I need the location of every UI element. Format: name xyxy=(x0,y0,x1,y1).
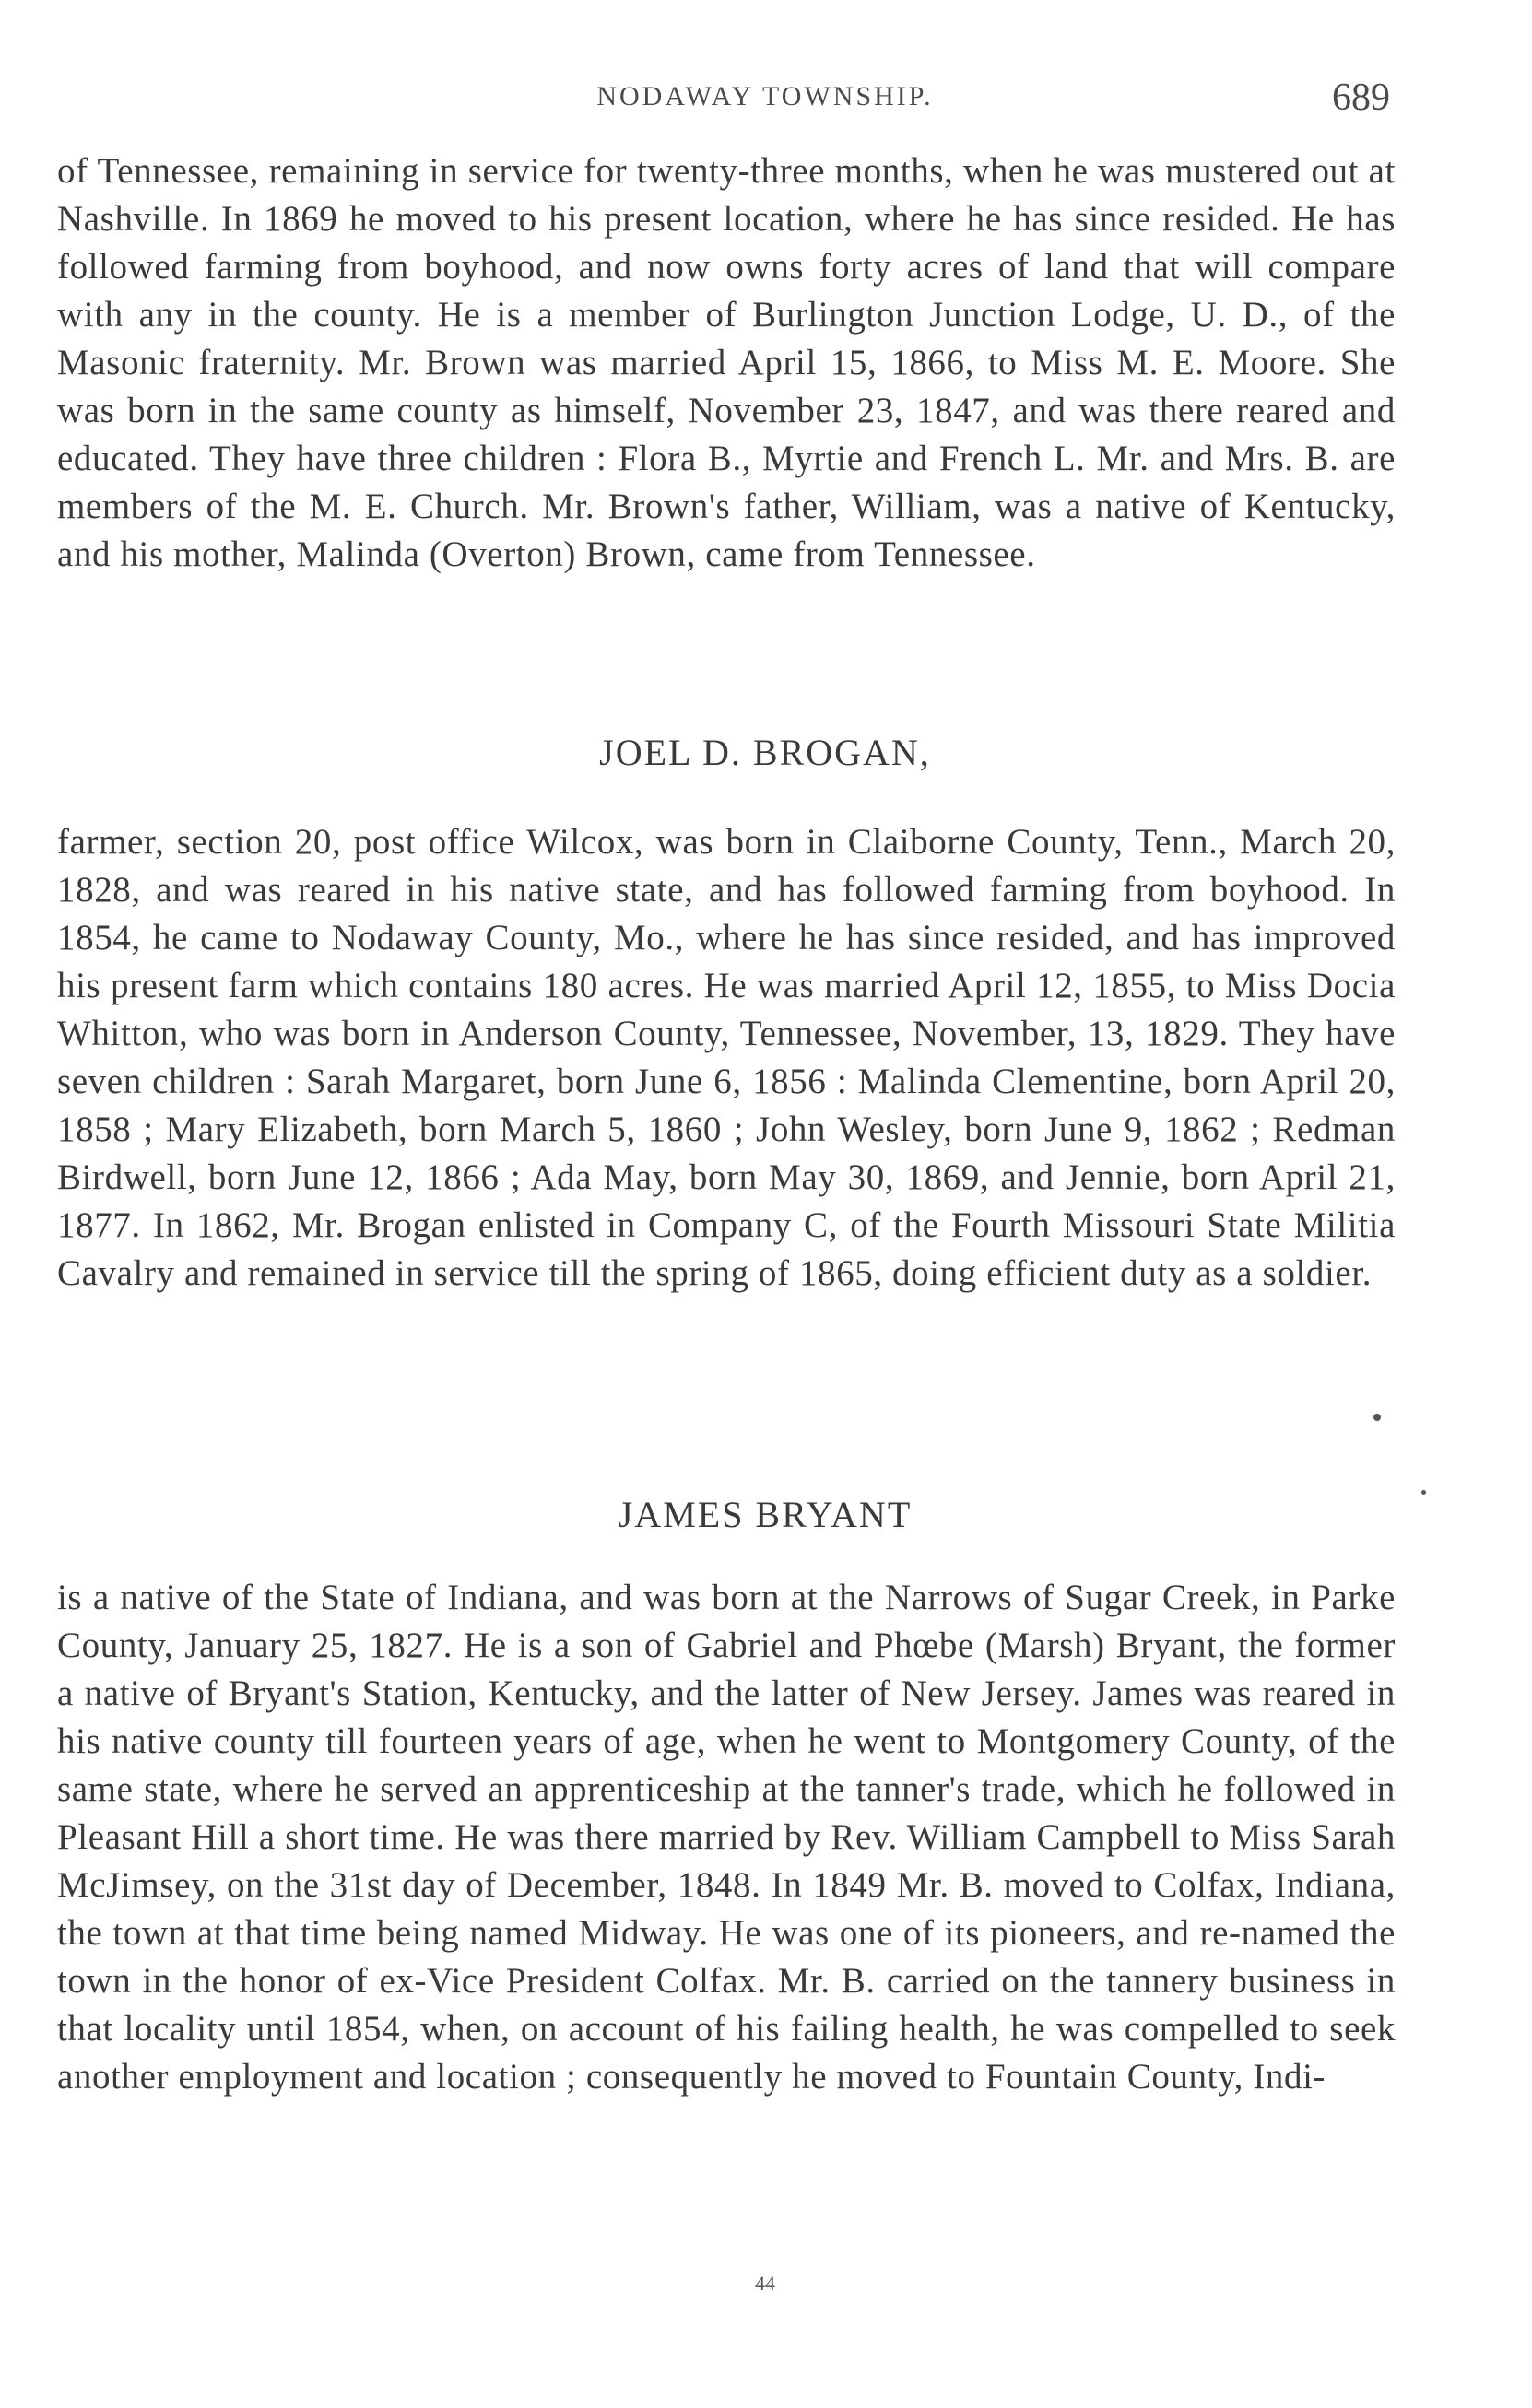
paragraph-joel-d-brogan xyxy=(57,818,1396,1298)
heading-joel-d-brogan: JOEL D. BROGAN, xyxy=(599,732,931,773)
page-number: 689 xyxy=(1332,76,1390,119)
paragraph-brown-continued xyxy=(57,147,1396,579)
running-title: NODAWAY TOWNSHIP. xyxy=(596,81,934,112)
print-speck xyxy=(1373,1414,1381,1421)
heading-james-bryant: JAMES BRYANT xyxy=(618,1494,913,1535)
running-head xyxy=(92,76,1438,122)
paragraph-text: of Tennessee, remaining in service for twenty-three months, when he was mustered out at Nashville. In 1869 he moved to his present location, where he has since resided. He has followed farming from boyhood, and now owns forty acres of land that will compare with any in the county. He is a member of Burlington Junction Lodge, U. D., of the Masonic fraternity. Mr. Brown was married April 15, 1866, to Miss M. E. Moore. She was born in the same county as himself, November 23, 1847, and was there reared and educated. They have three children : Flora B., Myrtie and French L. Mr. and Mrs. B. are members of the M. E. Church. Mr. Brown's father, William, was a native of Kentucky, and his mother, Malinda (Overton) Brown, came from Tennessee. xyxy=(57,151,1396,574)
paragraph-james-bryant xyxy=(57,1574,1396,2101)
paragraph-text: farmer, section 20, post office Wilcox, was born in Claiborne County, Tenn., March 20, 1828, and was reared in his native state, and has followed farming from boyhood. In 1854, he came to Nodaway County, Mo., where he has since resided, and has improved his present farm which contains 180 acres. He was married April 12, 1855, to Miss Docia Whitton, who was born in Anderson County, Tennessee, November, 13, 1829. They have seven children : Sarah Margaret, born June 6, 1856 : Malinda Clementine, born April 20, 1858 ; Mary Elizabeth, born March 5, 1860 ; John Wesley, born June 9, 1862 ; Redman Birdwell, born June 12, 1866 ; Ada May, born May 30, 1869, and Jennie, born April 21, 1877. In 1862, Mr. Brogan enlisted in Company C, of the Fourth Missouri State Militia Cavalry and remained in service till the spring of 1865, doing efficient duty as a soldier. xyxy=(57,822,1396,1293)
signature-mark: 44 xyxy=(755,2272,775,2295)
paragraph-text: is a native of the State of Indiana, and was born at the Narrows of Sugar Creek, in Parke County, January 25, 1827. He is a son of Gabriel and Phœbe (Marsh) Bryant, the former a native of Bryant's Station, Kentucky, and the latter of New Jersey. James was reared in his native county till fourteen years of age, when he went to Montgomery County, of the same state, where he served an apprenticeship at the tanner's trade, which he followed in Pleasant Hill a short time. He was there married by Rev. William Campbell to Miss Sarah McJimsey, on the 31st day of December, 1848. In 1849 Mr. B. moved to Colfax, Indiana, the town at that time being named Midway. He was one of its pioneers, and re-named the town in the honor of ex-Vice President Colfax. Mr. B. carried on the tannery business in that locality until 1854, when, on account of his failing health, he was compelled to seek another employment and location ; consequently he moved to Fountain County, Indi- xyxy=(57,1578,1396,2097)
